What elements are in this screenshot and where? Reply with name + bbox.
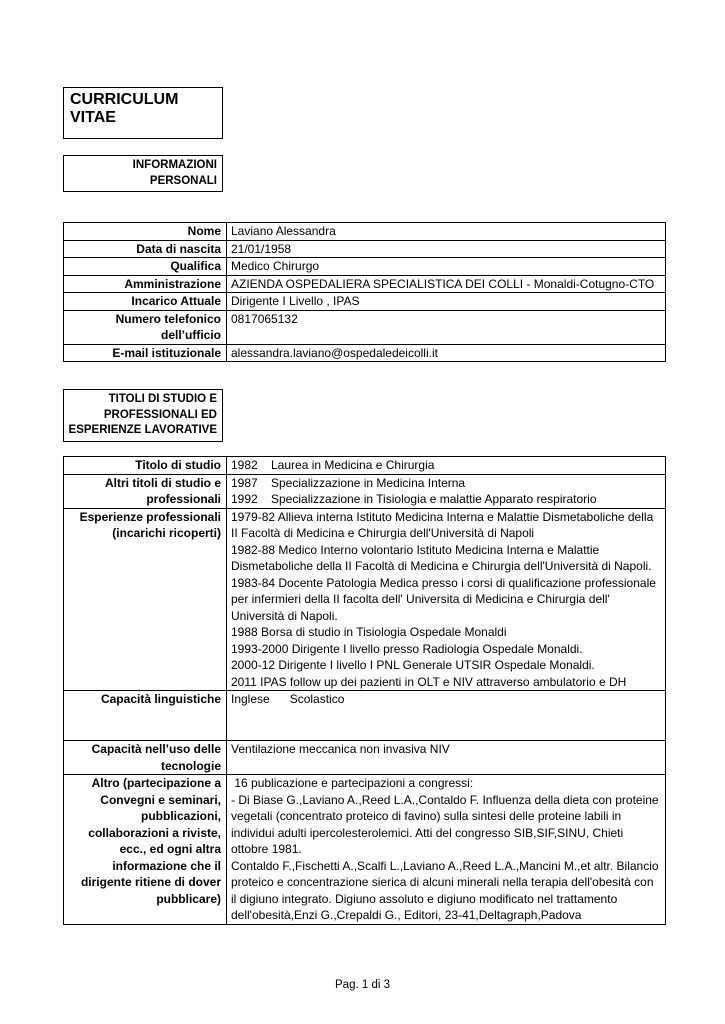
qualification-text: Specializzazione in Medicina Interna [271, 475, 466, 490]
field-label: Incarico Attuale [64, 293, 227, 311]
field-label: Altri titoli di studio e professionali [64, 474, 227, 508]
field-label: E-mail istituzionale [64, 344, 227, 362]
table-row [64, 275, 666, 293]
table-row [64, 457, 666, 475]
year: 1982 [231, 458, 258, 472]
field-label: Data di nascita [64, 240, 227, 258]
field-value: Ventilazione meccanica non invasiva NIV [227, 741, 666, 775]
table-row [64, 775, 666, 925]
field-value: AZIENDA OSPEDALIERA SPECIALISTICA DEI COLLI - Monaldi-Cotugno-CTO [227, 275, 666, 293]
page-number: Pag. 1 di 3 [335, 979, 390, 991]
list-item: - Di Biase G.,Laviano A.,Reed L.A.,Contaldo F. Influenza della dieta con proteine vegetali (concentrato proteico di favino) sulla sintesi delle proteine labili in individui adulti ipercolesterolemici. Atti del congresso SIB,SIF,SINU, Chieti ottobre 1981. [231, 792, 659, 856]
field-value: 0817065132 [227, 310, 666, 344]
table-row [64, 293, 666, 311]
cv-title: CURRICULUM VITAE [63, 87, 223, 139]
table-row [64, 508, 666, 691]
list-item: 1993-2000 Dirigente I livello presso Radiologia Ospedale Monaldi. [231, 641, 583, 656]
list-item: 1983-84 Docente Patologia Medica presso i corsi di qualificazione professionale per infermieri della II facolta dell' Universita di Medicina e Chirurgia dell' Università di Napoli. [231, 575, 656, 623]
list-item: 1982-88 Medico Interno volontario Istituto Medicina Interna e Malattie Dismetaboliche della II Facoltà di Medicina e Chirurgia dell'Università di Napoli. [231, 542, 652, 573]
year: 1987 [231, 475, 258, 490]
field-label: Esperienze professionali (incarichi ricoperti) [64, 508, 227, 691]
table-row [64, 474, 666, 508]
list-item: 1979-82 Allieva interna Istituto Medicina Interna e Malattie Dismetaboliche della II Facoltà di Medicina e Chirurgia dell'Università di Napoli [231, 509, 654, 540]
field-value: Dirigente I Livello , IPAS [227, 293, 666, 311]
field-label: Capacità linguistiche [64, 691, 227, 741]
field-value: Laviano Alessandra [227, 223, 666, 241]
field-label: Amministrazione [64, 275, 227, 293]
field-value [227, 474, 666, 508]
list-item: 16 publicazione e partecipazioni a congressi: [231, 776, 474, 790]
field-label: Titolo di studio [64, 457, 227, 475]
field-value: 21/01/1958 [227, 240, 666, 258]
field-value [227, 457, 666, 475]
year: 1992 [231, 492, 258, 506]
field-label: Qualifica [64, 258, 227, 276]
list-item [231, 491, 661, 508]
table-row [64, 223, 666, 241]
table-row [64, 344, 666, 362]
list-item: Contaldo F.,Fischetti A.,Scalfi L.,Laviano A.,Reed L.A.,Mancini M.,et altr. Bilancio proteico e concentrazione sierica di alcuni minerali nella terapia dell'obesità con il digiuno integrato. Digiuno assoluto e digiuno modificato nel trattamento dell'obesità,Enzi G.,Crepaldi G., Editori, 23-41,Deltagraph,Padova [231, 858, 659, 922]
field-label: Numero telefonico dell’ufficio [64, 310, 227, 344]
field-value [227, 775, 666, 925]
table-row [64, 258, 666, 276]
list-item [231, 475, 661, 492]
qualification-text: Specializzazione in Tisiologia e malattie Apparato respiratorio [271, 492, 597, 506]
email-link[interactable]: alessandra.laviano@ospedaledeicolli.it [227, 344, 666, 362]
field-value: Inglese Scolastico [227, 691, 666, 741]
education-experience-table [63, 456, 666, 925]
field-value: Medico Chirurgo [227, 258, 666, 276]
list-item: 2011 IPAS follow up dei pazienti in OLT e NIV attraverso ambulatorio e DH [231, 674, 627, 689]
field-label: Altro (partecipazione a Convegni e seminari, pubblicazioni, collaborazioni a riviste, ecc., ed ogni altra informazione che il dirigente ritiene di dover pubblicare) [64, 775, 227, 925]
field-label: Capacità nell’uso delle tecnologie [64, 741, 227, 775]
field-value [227, 508, 666, 691]
table-row [64, 691, 666, 741]
table-row [64, 240, 666, 258]
section-title-education-experience: TITOLI DI STUDIO E PROFESSIONALI ED ESPERIENZE LAVORATIVE [63, 389, 223, 442]
field-label: Nome [64, 223, 227, 241]
table-row [64, 310, 666, 344]
personal-info-table [63, 222, 666, 362]
degree-text: Laurea in Medicina e Chirurgia [271, 458, 435, 472]
list-item: 1988 Borsa di studio in Tisiologia Ospedale Monaldi [231, 625, 507, 639]
list-item: 2000-12 Dirigente I livello I PNL Generale UTSIR Ospedale Monaldi. [231, 658, 595, 672]
section-title-personal-info: INFORMAZIONI PERSONALI [63, 155, 223, 192]
table-row [64, 741, 666, 775]
